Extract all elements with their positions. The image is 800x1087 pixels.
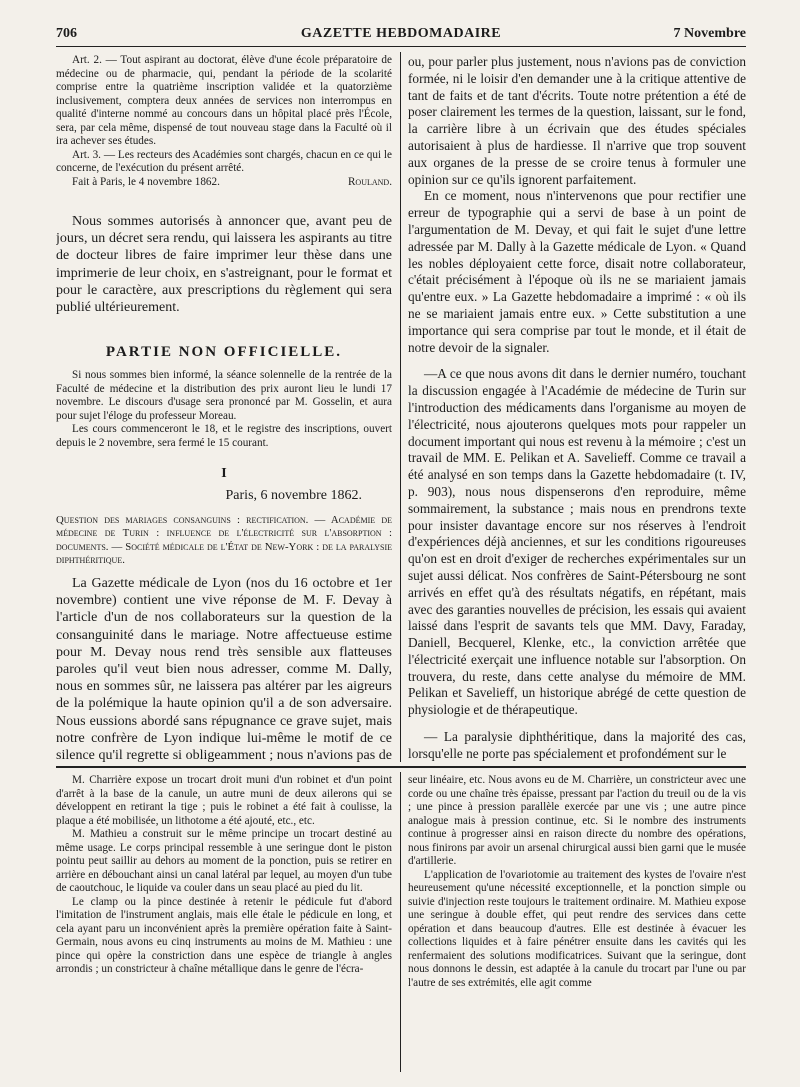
section-divider: [56, 766, 746, 768]
announcement-paragraph: Nous sommes autorisés à annoncer que, avant peu de jours, un décret sera rendu, qui laissera les aspirants au titre de docteur libres de faire imprimer leur thèse dans une imprimerie de leur choix, en s'astreignant, pour le format et pour le caractère, aux prescriptions du règlement qui sera publié ultérieurement.: [56, 214, 392, 316]
article-3: Art. 3. — Les recteurs des Académies sont chargés, chacun en ce qui le concerne, de l'exécution du présent arrêté.: [56, 148, 392, 174]
journal-title: GAZETTE HEBDOMADAIRE: [300, 26, 502, 41]
column-divider-top: [400, 52, 401, 762]
bottom-left-paragraph-2: M. Mathieu a construit sur le même principe un trocart destiné au même usage. Le corps principal ressemble à une seringue dont le piston pointu peut saillir au dehors au moment de la ponction, puis se retirer en arrière en débouchant ainsi un canal latéral par lequel, au moyen d'un tube de caoutchouc, le liquide va couler dans un seau placé au pied du lit.: [56, 828, 392, 894]
signature-line: [56, 176, 392, 190]
right-paragraph-1: ou, pour parler plus justement, nous n'avions pas de conviction formée, ni le loisir d'en demander une à la critique attentive de tant de faits et de tant d'écrits. Toute notre prétention a été de poser clairement les termes de la question, laissant, sur le fond, la carrière libre à un écrivain que des études spéciales autorisaient à plus de hardiesse. Il n'arrive que trop souvent aux organes de la presse de se croire tenus à formuler une opinion sur ce qu'ils ignorent parfaitement.: [408, 54, 746, 187]
lower-left-column: [56, 774, 392, 1074]
lead-paragraph: La Gazette médicale de Lyon (nos du 16 octobre et 1er novembre) contient une vive réponse de M. F. Devay à l'article d'un de nos collaborateurs sur la question de la consanguinité dans le mariage. Notre affectueuse estime pour M. Devay nous rend très sensible aux flatteuses paroles qu'il veut bien nous adresser, comme M. Dally, nous en sommes sûr, ne laissera pas altérer par les aigreurs de la polémique la haute opinion qu'il a de son adversaire. Nous eussions abordé sans répugnance ce grave sujet, mais notre confrère de Lyon indique lui-même le motif de ce silence qu'il regrette si obligeamment ; nous n'avions pas de: [56, 576, 392, 764]
upper-right-column: [408, 54, 746, 764]
right-paragraph-3: —A ce que nous avons dit dans le dernier numéro, touchant la discussion engagée à l'Académie de médecine de Turin sur l'introduction des médicaments dans l'organisme au moyen de l'électricité, nous ajouterons quelques mots pour rappeler un document important qui nous est revenu à la mémoire ; c'est un travail de MM. E. Pelikan et A. Savelieff. Comme ce travail a été analysé en son temps dans la Gazette hebdomadaire (t. IV, p. 903), nous nous dispenserons d'en reproduire, même sommairement, la substance ; mais nous en prendrons texte pour insister davantage encore sur nos réserves à l'endroit d'expériences déjà anciennes, et sur les conditions rigoureuses qu'on est en droit d'exiger de recherches expérimentales sur un sujet aussi délicat. Nos confrères de Saint-Pétersbourg ne sont arrivés en effet qu'à des résultats négatifs, en répétant, mais avec des garanties nouvelles de précision, les essais qui avaient laissé dans l'esprit de savants tels que MM. Davy, Faraday, Daniell, Becquerel, Klenke, etc., la conviction arrêtée que l'électricité exerçait une influence notable sur l'absorption. On trouvera, du reste, dans cette analyse du mémoire de MM. Pelikan et Savelieff, un historique abrégé de cette question de physiologie et de thérapeutique.: [408, 366, 746, 718]
bottom-left-paragraph-1: M. Charrière expose un trocart droit muni d'un robinet et d'un point d'arrêt à la base de la canule, un autre muni de deux ailerons qui se développent en retirant la tige ; puis le robinet a été fait à coulisse, la plaque a été mobilisée, un lithotome a été ajouté, etc., etc.: [56, 774, 392, 827]
signed-name: Rouland.: [347, 175, 392, 188]
bottom-right-paragraph-2: L'application de l'ovariotomie au traitement des kystes de l'ovaire n'est heureusement qu'une nécessité exceptionnelle, et la ponction simple ou suivie d'injection reste toujours le traitement ordinaire. M. Mathieu expose une seringue à double effet, qui peut rendre des services dans cette opération et dans beaucoup d'autres. Elle est destinée à évacuer les collections liquides et à faire pénétrer ensuite dans les cavités qui les renfermaient des solutions modificatrices. Suivant que la seringue, dont nous donnons le dessin, est adaptée à la canule du trocart par l'une ou par l'autre de ses extrémités, elle agit comme: [408, 868, 746, 989]
article-summary: Question des mariages consanguins : rectification. — Académie de médecine de Turin : influence de l'électricité sur l'absorption : documents. — Société médicale de l'État de New-York : de la paralysie diphthéritique.: [56, 514, 392, 566]
dateline: Paris, 6 novembre 1862.: [225, 488, 362, 504]
news-paragraph-1: Si nous sommes bien informé, la séance solennelle de la rentrée de la Faculté de médecine et la distribution des prix auront lieu le lundi 17 novembre. Le discours d'usage sera prononcé par M. Gosselin, et aura pour sujet l'éloge du professeur Moreau.: [56, 369, 392, 422]
signed-place: Fait à Paris, le 4 novembre 1862.: [72, 175, 220, 188]
upper-left-column: [56, 54, 392, 764]
section-title: PARTIE NON OFFICIELLE.: [105, 344, 343, 361]
column-divider-bottom: [400, 772, 401, 1072]
right-paragraph-4: — La paralysie diphthéritique, dans la majorité des cas, lorsqu'elle ne porte pas spécialement et profondément sur le: [408, 729, 746, 761]
lower-right-column: [408, 774, 746, 1074]
section-number: I: [221, 466, 227, 482]
page-header: [56, 24, 746, 47]
news-paragraph-2: Les cours commenceront le 18, et le registre des inscriptions, ouvert depuis le 2 novembre, sera fermé le 15 courant.: [56, 423, 392, 449]
right-paragraph-2: En ce moment, nous n'intervenons que pour rectifier une erreur de typographie qui a servi de base à un point de l'argumentation de M. Devay, et qui fait le sujet d'une lettre adressée par M. Dally à la Gazette médicale de Lyon. « Quand les nobles déployaient cette force, disait notre collaborateur, c'était précisément à l'époque où ils ne se mariaient jamais qu'entre eux. » La Gazette hebdomadaire a imprimé : « où ils ne se mariaient jamais entre eux. » Cette substitution a une importance qui sera comprise par tout le monde, et il était de notre devoir de la signaler.: [408, 188, 746, 355]
issue-date: 7 Novembre: [673, 26, 746, 41]
article-2: Art. 2. — Tout aspirant au doctorat, élève d'une école préparatoire de médecine ou de pharmacie, qui, pendant la période de la scolarité comprise entre la quatrième inscription validée et la quatorzième inclusivement, comptera deux années de services non interrompus en qualité d'interne nommé au concours dans un hôpital placé près l'École, sera, par cela même, dispensé de tout nouveau stage dans la Faculté où il ira achever ses études.: [56, 54, 392, 147]
bottom-right-paragraph-1: seur linéaire, etc. Nous avons eu de M. Charrière, un constricteur avec une corde ou une chaîne très épaisse, pressant par l'action du treuil ou de la vis ; une pince à pression parallèle exercée par une vis ; une autre pince analogue mais à pression continue, etc. Si le nombre des instruments continue à progresser ainsi en raison directe du nombre des opérations, nous finirons par avoir un arsenal chirurgical aussi bien garni que le musée d'artillerie.: [408, 774, 746, 867]
page-number: 706: [56, 26, 77, 41]
bottom-left-paragraph-3: Le clamp ou la pince destinée à retenir le pédicule fut d'abord l'imitation de l'instrument anglais, mais elle étale le pédicule en long, et cela ayant paru un inconvénient après la première opération faite à Saint-Germain, nous avons eu cinq instruments au moins de M. Mathieu : une pince qui opère la constriction dans une espèce de triangle à angles arrondis ; un constricteur à chaîne métallique dans le genre de l'écra-: [56, 895, 392, 975]
